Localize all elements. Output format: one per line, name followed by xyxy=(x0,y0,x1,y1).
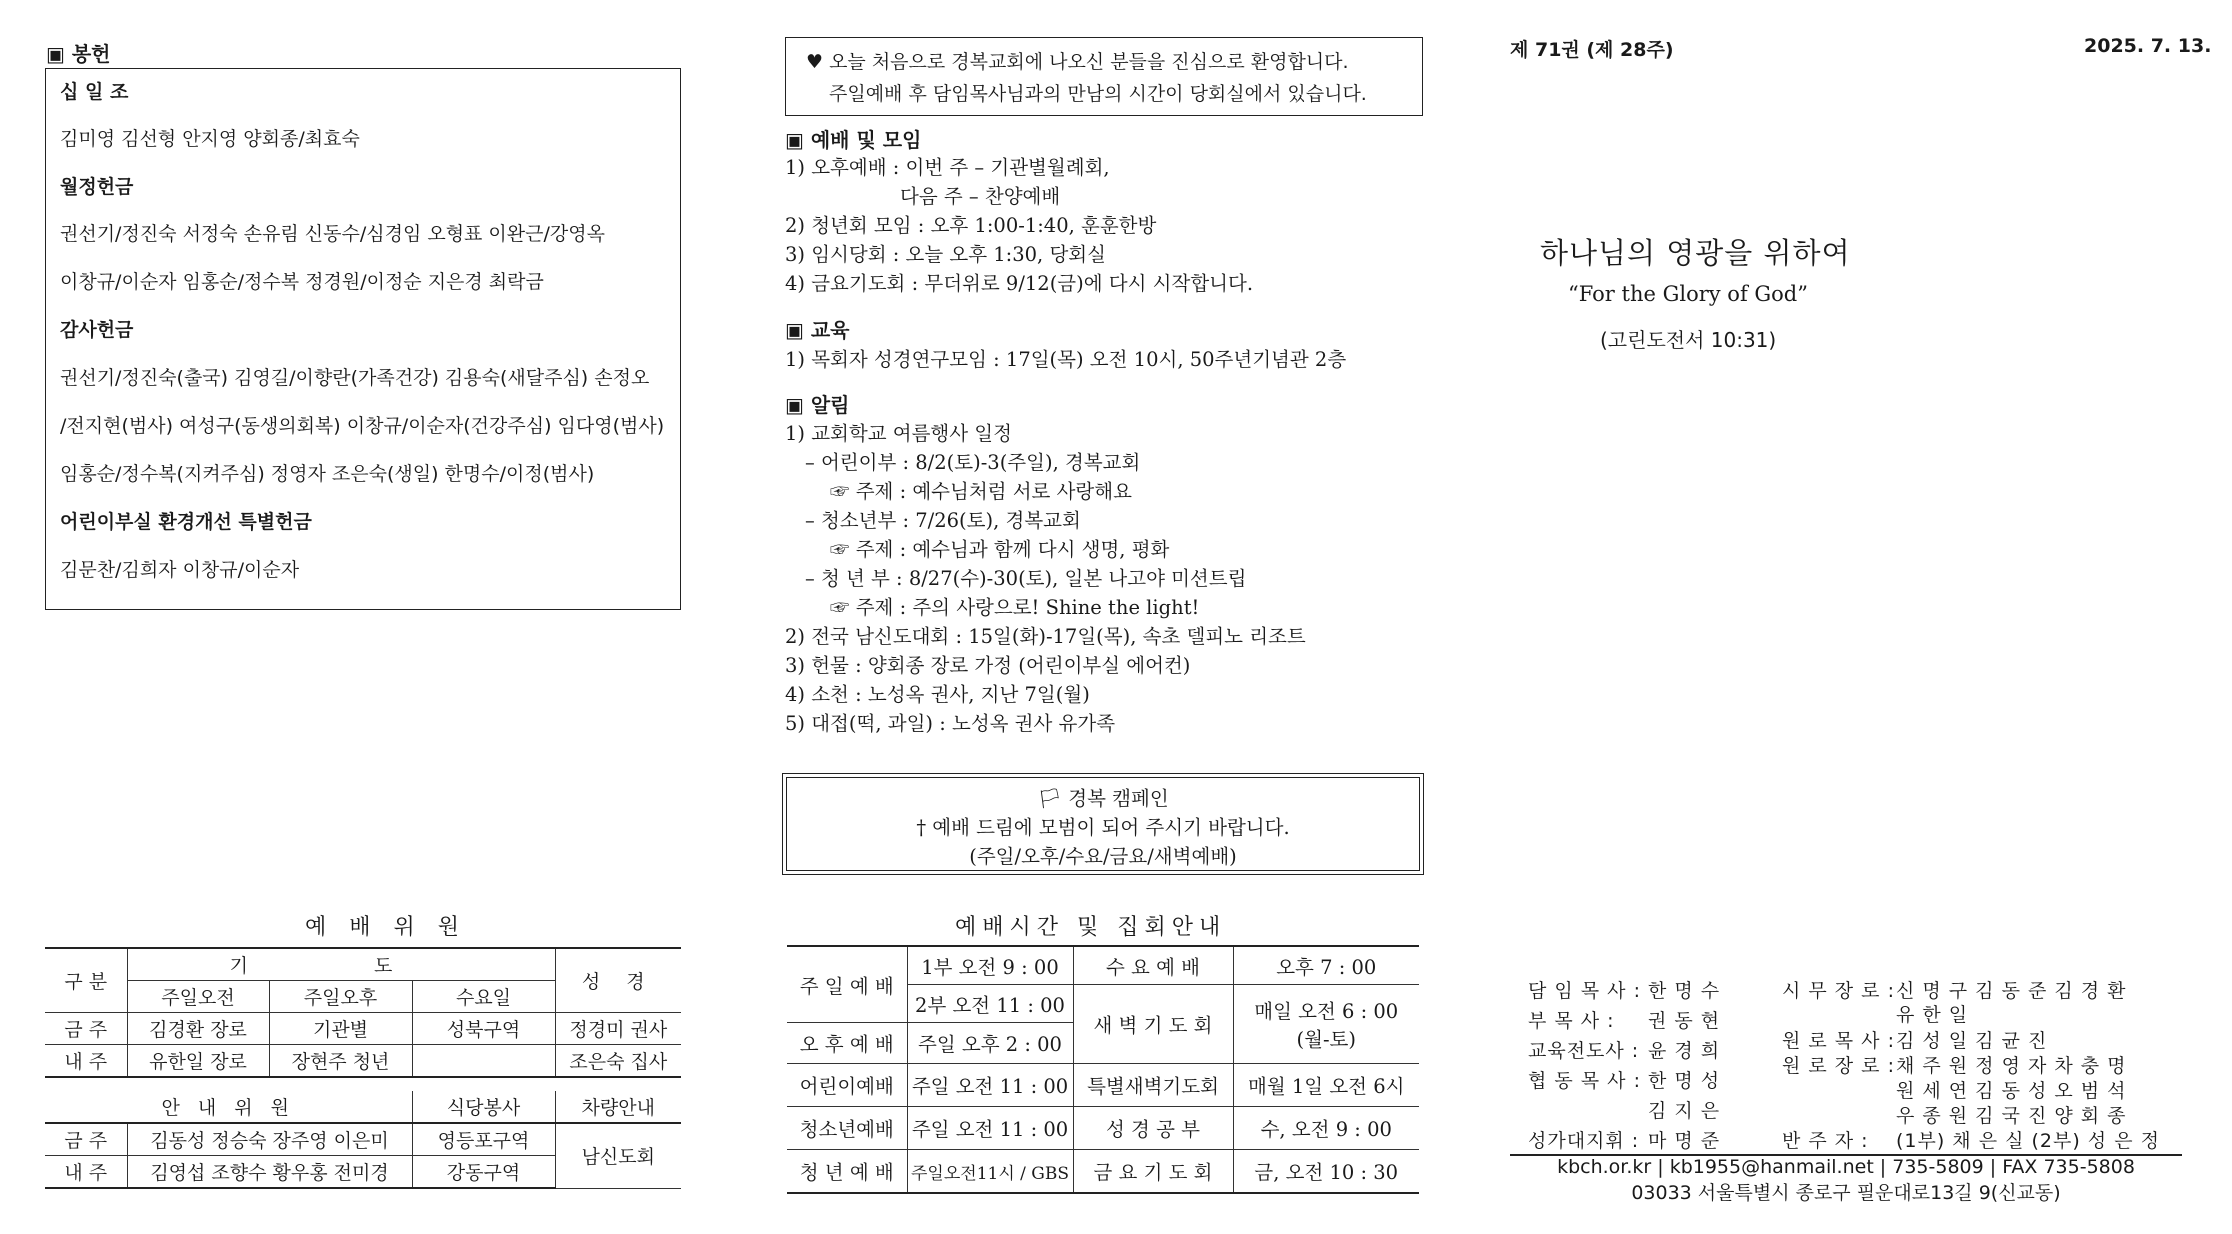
cell-scripture: 정경미 권사 xyxy=(555,1013,681,1045)
schedule-friday-time: 금, 오전 10 : 30 xyxy=(1233,1150,1419,1194)
staff-role: 반 주 자 : xyxy=(1782,1130,1869,1152)
offering-line: 권선기/정진숙(출국) 김영길/이향란(가족건강) 김용숙(새달주심) 손정오 xyxy=(60,367,650,389)
offering-section-title: 감사헌금 xyxy=(60,319,134,341)
header-prayer: 기 도 xyxy=(127,948,555,981)
row-label: 금 주 xyxy=(45,1123,127,1156)
worship-committee-table xyxy=(45,947,681,1078)
staff-role: 부 목 사 : xyxy=(1528,1010,1615,1032)
offering-line: 임홍순/정수복(지켜주심) 정영자 조은숙(생일) 한명수/이정(범사) xyxy=(60,463,595,485)
worship-meetings-line: 4) 금요기도회 : 무더위로 9/12(금)에 다시 시작합니다. xyxy=(785,272,1254,295)
header-scripture: 성 경 xyxy=(555,948,681,1013)
worship-committee-title: 예 배 위 원 xyxy=(305,915,467,940)
notice-line: 2) 전국 남신도대회 : 15일(화)-17일(목), 속초 델피노 리조트 xyxy=(785,625,1306,648)
offering-section-title: 십 일 조 xyxy=(60,81,129,103)
cell-guide: 김영섭 조향수 황우홍 전미경 xyxy=(127,1156,412,1189)
cover-title: 하나님의 영광을 위하여 xyxy=(1540,236,1851,270)
staff-name: 김 지 은 xyxy=(1648,1100,1721,1122)
schedule-youth-time: 주일 오전 11 : 00 xyxy=(907,1107,1073,1150)
schedule-sunday-time-2: 2부 오전 11 : 00 xyxy=(907,985,1073,1023)
notice-line: ☞ 주제 : 예수님처럼 서로 사랑해요 xyxy=(830,480,1132,503)
staff-role: 원 로 장 로 : xyxy=(1782,1055,1895,1077)
schedule-wednesday-label: 수 요 예 배 xyxy=(1073,946,1233,985)
staff-name: 권 동 현 xyxy=(1648,1010,1721,1032)
staff-names: 채 주 원 정 영 자 차 충 명 xyxy=(1896,1055,2127,1077)
notice-line: – 청 년 부 : 8/27(수)-30(토), 일본 나고야 미션트립 xyxy=(805,567,1247,590)
schedule-dawn-time-2: (월-토) xyxy=(1296,1028,1356,1051)
cell-sunday-am: 유한일 장로 xyxy=(127,1045,269,1078)
staff-role: 시 무 장 로 : xyxy=(1782,980,1895,1002)
schedule-afternoon-label: 오 후 예 배 xyxy=(787,1023,907,1064)
schedule-title: 예배시간 및 집회안내 xyxy=(955,915,1227,940)
schedule-sunday-label: 주 일 예 배 xyxy=(787,946,907,1023)
offering-section-title: 월정헌금 xyxy=(60,176,134,198)
notice-line: 3) 헌물 : 양회종 장로 가정 (어린이부실 에어컨) xyxy=(785,654,1191,677)
staff-name: 윤 경 희 xyxy=(1648,1040,1721,1062)
notice-line: 5) 대접(떡, 과일) : 노성옥 권사 유가족 xyxy=(785,712,1116,735)
header-sunday-pm: 주일오후 xyxy=(269,981,412,1013)
offering-heading: ▣ 봉헌 xyxy=(46,42,111,66)
row-label: 내 주 xyxy=(45,1045,127,1078)
cover-verse: (고린도전서 10:31) xyxy=(1600,328,1777,352)
schedule-special-dawn-time: 매월 1일 오전 6시 xyxy=(1233,1064,1419,1107)
notice-line: ☞ 주제 : 예수님과 함께 다시 생명, 평화 xyxy=(830,538,1170,561)
church-address: 03033 서울특별시 종로구 필운대로13길 9(신교동) xyxy=(1631,1182,2061,1204)
staff-names: 유 한 일 xyxy=(1896,1004,1969,1026)
schedule-children-time: 주일 오전 11 : 00 xyxy=(907,1064,1073,1107)
schedule-dawn-time xyxy=(1233,985,1419,1064)
worship-meetings-line: 3) 임시당회 : 오늘 오후 1:30, 당회실 xyxy=(785,243,1106,266)
welcome-line: 주일예배 후 담임목사님과의 만남의 시간이 당회실에서 있습니다. xyxy=(829,83,1367,105)
campaign-line: (주일/오후/수요/금요/새벽예배) xyxy=(969,845,1237,868)
volume-label: 제 71권 (제 28주) xyxy=(1510,39,1674,61)
guide-committee-table xyxy=(45,1091,681,1189)
worship-meetings-heading: ▣ 예배 및 모임 xyxy=(785,128,922,152)
staff-names: 김 성 일 김 균 진 xyxy=(1896,1030,2048,1052)
staff-role: 담 임 목 사 : xyxy=(1528,980,1641,1002)
offering-line: /전지현(범사) 여성구(동생의회복) 이창규/이순자(건강주심) 임다영(범사) xyxy=(60,415,665,437)
cell-guide: 김동성 정승숙 장주영 이은미 xyxy=(127,1123,412,1156)
header-wednesday: 수요일 xyxy=(412,981,555,1013)
cell-meal: 영등포구역 xyxy=(412,1123,555,1156)
staff-role: 협 동 목 사 : xyxy=(1528,1070,1641,1092)
staff-names: 우 종 원 김 국 진 양 회 종 xyxy=(1896,1105,2127,1127)
worship-meetings-line: 다음 주 – 찬양예배 xyxy=(900,185,1061,208)
schedule-afternoon-time: 주일 오후 2 : 00 xyxy=(907,1023,1073,1064)
education-heading: ▣ 교육 xyxy=(785,318,850,342)
cell-vehicle: 남신도회 xyxy=(555,1123,681,1188)
contact-info: kbch.or.kr | kb1955@hanmail.net | 735-5809 | FAX 735-5808 xyxy=(1557,1156,2135,1178)
schedule-young-adult-time: 주일오전11시 / GBS xyxy=(907,1150,1073,1194)
staff-names: 신 명 구 김 동 준 김 경 환 xyxy=(1896,980,2127,1002)
schedule-children-label: 어린이예배 xyxy=(787,1064,907,1107)
guide-header: 안 내 위 원 xyxy=(45,1091,412,1123)
notice-line: – 어린이부 : 8/2(토)-3(주일), 경복교회 xyxy=(805,451,1141,474)
staff-name: 한 명 성 xyxy=(1648,1070,1721,1092)
offering-line: 김문찬/김희자 이창규/이순자 xyxy=(60,559,300,581)
cell-wednesday xyxy=(412,1045,555,1078)
campaign-title: 🏳 경복 캠페인 xyxy=(1037,787,1169,810)
notice-line: – 청소년부 : 7/26(토), 경복교회 xyxy=(805,509,1081,532)
meal-header: 식당봉사 xyxy=(412,1091,555,1123)
staff-names: (1부) 채 은 실 (2부) 성 은 정 xyxy=(1896,1130,2160,1152)
staff-role: 원 로 목 사 : xyxy=(1782,1030,1895,1052)
cell-scripture: 조은숙 집사 xyxy=(555,1045,681,1078)
cell-sunday-pm: 장현주 청년 xyxy=(269,1045,412,1078)
header-gubun: 구 분 xyxy=(45,948,127,1013)
schedule-young-adult-label: 청 년 예 배 xyxy=(787,1150,907,1194)
vehicle-header: 차량안내 xyxy=(555,1091,681,1123)
welcome-box xyxy=(785,37,1423,116)
cell-wednesday: 성북구역 xyxy=(412,1013,555,1045)
schedule-table xyxy=(787,945,1419,1194)
education-line: 1) 목회자 성경연구모임 : 17일(목) 오전 10시, 50주년기념관 2층 xyxy=(785,348,1347,371)
staff-role: 교육전도사 : xyxy=(1528,1040,1640,1062)
staff-name: 마 명 준 xyxy=(1648,1130,1721,1152)
schedule-wednesday-time: 오후 7 : 00 xyxy=(1233,946,1419,985)
offering-line: 김미영 김선형 안지영 양회종/최효숙 xyxy=(60,128,360,150)
schedule-bible-time: 수, 오전 9 : 00 xyxy=(1233,1107,1419,1150)
bulletin-date: 2025. 7. 13. xyxy=(2084,35,2212,57)
staff-name: 한 명 수 xyxy=(1648,980,1721,1002)
campaign-box xyxy=(782,773,1424,875)
notice-line: 4) 소천 : 노성옥 권사, 지난 7일(월) xyxy=(785,683,1090,706)
offering-line: 권선기/정진숙 서정숙 손유림 신동수/심경임 오형표 이완근/강영옥 xyxy=(60,223,605,245)
notice-line: 1) 교회학교 여름행사 일정 xyxy=(785,422,1012,445)
cell-meal: 강동구역 xyxy=(412,1156,555,1189)
row-label: 내 주 xyxy=(45,1156,127,1189)
worship-meetings-line: 2) 청년회 모임 : 오후 1:00-1:40, 훈훈한방 xyxy=(785,214,1157,237)
cover-subtitle: “For the Glory of God” xyxy=(1568,282,1808,306)
cell-sunday-pm: 기관별 xyxy=(269,1013,412,1045)
schedule-youth-label: 청소년예배 xyxy=(787,1107,907,1150)
schedule-special-dawn-label: 특별새벽기도회 xyxy=(1073,1064,1233,1107)
schedule-dawn-time-1: 매일 오전 6 : 00 xyxy=(1254,1000,1399,1023)
row-label: 금 주 xyxy=(45,1013,127,1045)
notice-line: ☞ 주제 : 주의 사랑으로! Shine the light! xyxy=(830,596,1200,619)
schedule-sunday-time-1: 1부 오전 9 : 00 xyxy=(907,946,1073,985)
offering-section-title: 어린이부실 환경개선 특별헌금 xyxy=(60,511,312,533)
cell-sunday-am: 김경환 장로 xyxy=(127,1013,269,1045)
schedule-friday-label: 금 요 기 도 회 xyxy=(1073,1150,1233,1194)
offering-line: 이창규/이순자 임홍순/정수복 정경원/이정순 지은경 최락금 xyxy=(60,271,544,293)
schedule-dawn-label: 새 벽 기 도 회 xyxy=(1073,985,1233,1064)
notices-heading: ▣ 알림 xyxy=(785,393,850,417)
campaign-line: † 예배 드림에 모범이 되어 주시기 바랍니다. xyxy=(916,816,1290,839)
welcome-line: ♥ 오늘 처음으로 경복교회에 나오신 분들을 진심으로 환영합니다. xyxy=(806,51,1349,73)
header-sunday-am: 주일오전 xyxy=(127,981,269,1013)
schedule-bible-label: 성 경 공 부 xyxy=(1073,1107,1233,1150)
offering-box xyxy=(45,68,681,610)
staff-role: 성가대지휘 : xyxy=(1528,1130,1640,1152)
staff-names: 원 세 연 김 동 성 오 범 석 xyxy=(1896,1080,2127,1102)
worship-meetings-line: 1) 오후예배 : 이번 주 – 기관별월례회, xyxy=(785,156,1110,179)
